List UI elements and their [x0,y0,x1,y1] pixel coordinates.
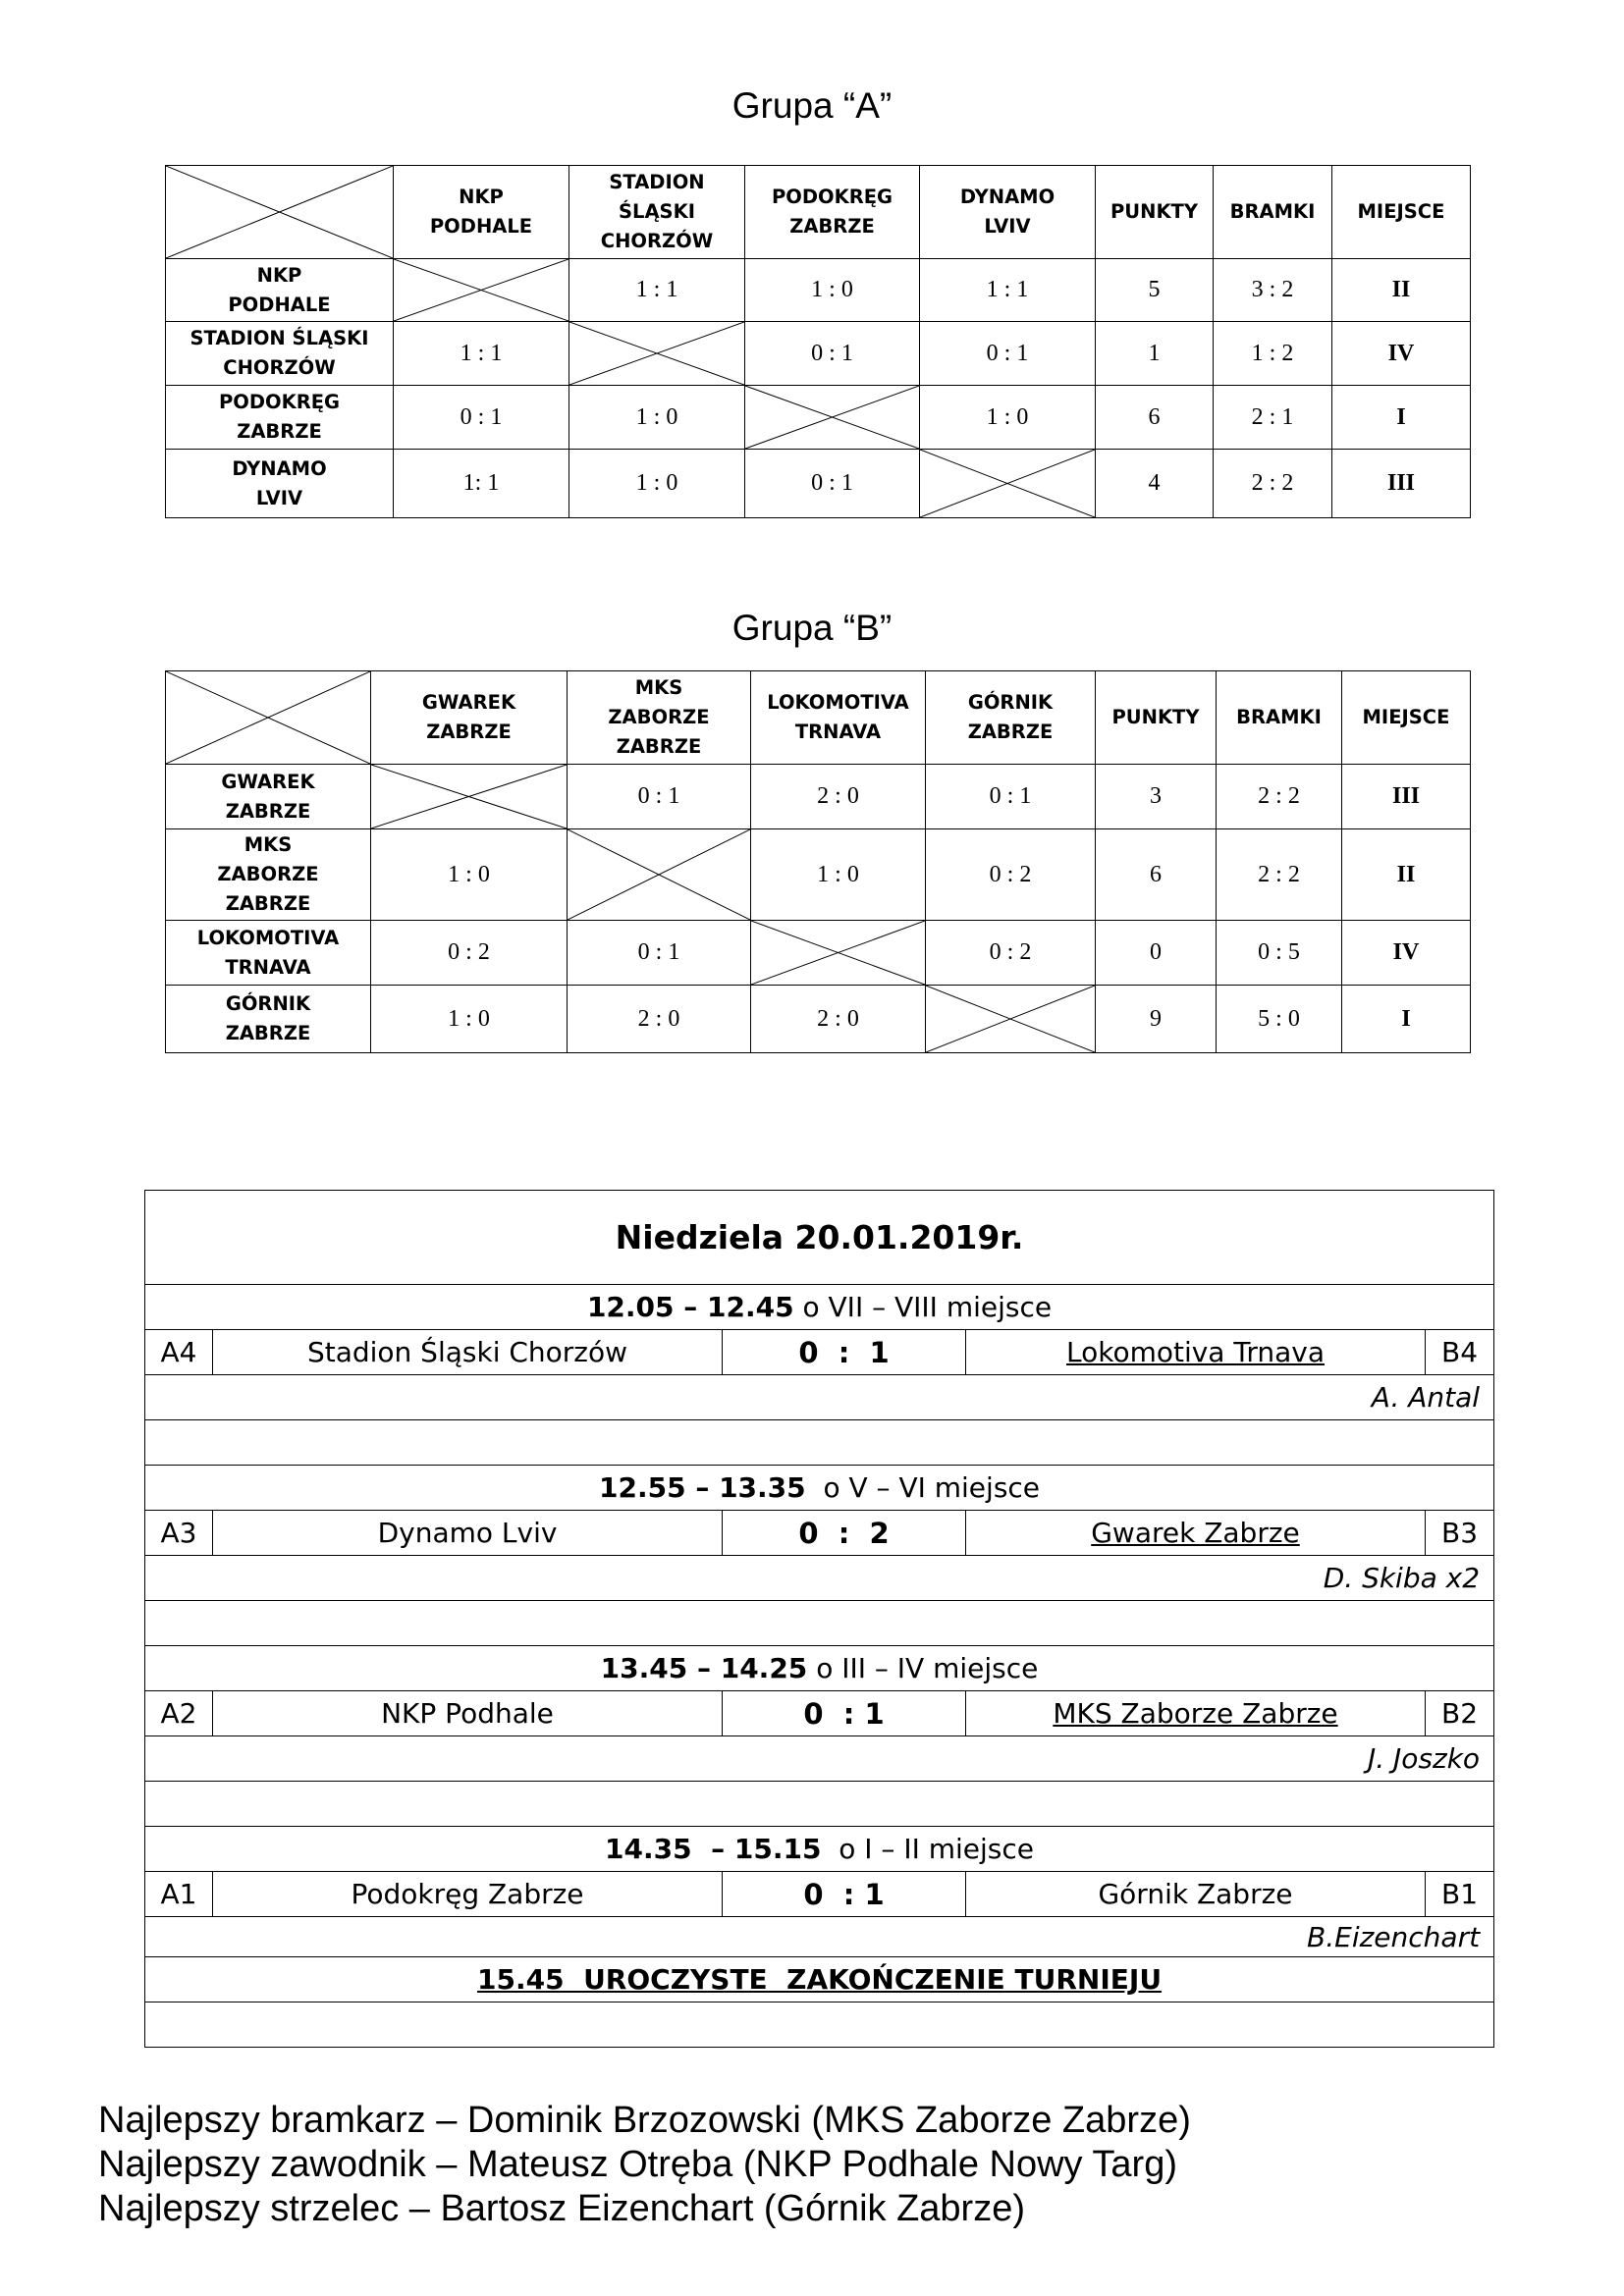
table-row [166,259,1471,322]
match-time: 14.35 – 15.15 [605,1833,822,1865]
place-cell: II [1342,829,1471,921]
award-top-scorer: Najlepszy strzelec – Bartosz Eizenchart (Górnik Zabrze) [98,2188,1025,2229]
column-header: GWAREK ZABRZE [371,671,568,765]
home-seed: A3 [145,1511,213,1556]
place-cell: III [1332,450,1471,518]
home-seed: A2 [145,1691,213,1736]
result-cell: 0 : 1 [920,322,1096,386]
away-team: Gwarek Zabrze [966,1511,1426,1556]
self-match-cross-cell [920,450,1096,518]
match-score: 0 : 2 [723,1511,966,1556]
match-score: 0 : 1 [723,1691,966,1736]
self-match-cross-cell [568,829,751,921]
match-row [145,1691,1494,1736]
result-cell: 0 : 2 [926,829,1096,921]
row-team-label: PODOKRĘG ZABRZE [166,386,394,450]
goal-scorer: A. Antal [145,1375,1494,1420]
column-header: PODOKRĘG ZABRZE [745,166,920,259]
match-time: 12.55 – 13.35 [599,1471,806,1504]
result-cell: 0 : 1 [568,765,751,829]
result-cell: 2 : 0 [568,986,751,1053]
column-header: NKP PODHALE [394,166,569,259]
table-row [166,829,1471,921]
result-cell: 1: 1 [394,450,569,518]
home-seed: A1 [145,1872,213,1917]
points-cell: 0 [1096,921,1217,986]
result-cell: 0 : 1 [745,322,920,386]
match-slot-header [145,1646,1494,1691]
self-match-cross-cell [569,322,745,386]
result-cell: 2 : 0 [751,765,926,829]
goal-scorer: B.Eizenchart [145,1917,1494,1957]
place-cell: IV [1342,921,1471,986]
points-cell: 6 [1096,386,1214,450]
goals-cell: 2 : 2 [1214,450,1332,518]
result-cell: 1 : 0 [371,829,568,921]
table-row [166,450,1471,518]
match-row [145,1330,1494,1375]
home-team: NKP Podhale [213,1691,723,1736]
table-row [166,386,1471,450]
awards-list [98,2099,1191,2231]
self-match-cross-cell [926,986,1096,1053]
points-cell: 1 [1096,322,1214,386]
place-cell: I [1342,986,1471,1053]
goals-cell: 5 : 0 [1217,986,1342,1053]
spacer-row [145,1601,1494,1646]
self-match-cross-cell [745,386,920,450]
goals-cell: 2 : 2 [1217,829,1342,921]
match-slot-header [145,1466,1494,1511]
match-slot-header [145,1285,1494,1330]
match-stage: o III – IV miejsce [807,1652,1039,1684]
group-a-title: Grupa “A” [731,85,893,126]
result-cell: 0 : 2 [371,921,568,986]
match-stage: o I – II miejsce [821,1833,1035,1865]
result-cell: 2 : 0 [751,986,926,1053]
result-cell: 1 : 1 [394,322,569,386]
points-cell: 3 [1096,765,1217,829]
place-cell: III [1342,765,1471,829]
row-team-label: GÓRNIK ZABRZE [166,986,371,1053]
award-best-goalkeeper: Najlepszy bramkarz – Dominik Brzozowski (MKS Zaborze Zabrze) [98,2100,1191,2141]
column-header: MKS ZABORZE ZABRZE [568,671,751,765]
table-row [166,322,1471,386]
result-cell: 0 : 2 [926,921,1096,986]
row-team-label: NKP PODHALE [166,259,394,322]
result-cell: 0 : 1 [394,386,569,450]
away-seed: B3 [1426,1511,1494,1556]
away-seed: B2 [1426,1691,1494,1736]
column-header: BRAMKI [1217,671,1342,765]
result-cell: 1 : 0 [371,986,568,1053]
column-header: PUNKTY [1096,671,1217,765]
match-score: 0 : 1 [723,1872,966,1917]
result-cell: 1 : 0 [920,386,1096,450]
group-b-title: Grupa “B” [731,608,893,648]
goals-cell: 2 : 2 [1217,765,1342,829]
away-team: Lokomotiva Trnava [966,1330,1426,1375]
place-cell: IV [1332,322,1471,386]
match-score: 0 : 1 [723,1330,966,1375]
row-team-label: STADION ŚLĄSKI CHORZÓW [166,322,394,386]
result-cell: 1 : 0 [569,386,745,450]
away-team: Górnik Zabrze [966,1872,1426,1917]
match-stage: o V – VI miejsce [805,1471,1041,1504]
result-cell: 0 : 1 [926,765,1096,829]
points-cell: 9 [1096,986,1217,1053]
result-cell: 1 : 0 [751,829,926,921]
place-cell: I [1332,386,1471,450]
goal-scorer: J. Joszko [145,1736,1494,1782]
column-header: STADION ŚLĄSKI CHORZÓW [569,166,745,259]
spacer-row [145,2002,1494,2048]
award-best-player: Najlepszy zawodnik – Mateusz Otręba (NKP Podhale Nowy Targ) [98,2144,1177,2185]
match-time: 12.05 – 12.45 [586,1291,794,1323]
goals-cell: 1 : 2 [1214,322,1332,386]
row-team-label: LOKOMOTIVA TRNAVA [166,921,371,986]
column-header: BRAMKI [1214,166,1332,259]
away-team: MKS Zaborze Zabrze [966,1691,1426,1736]
table-row [166,765,1471,829]
day-title: Niedziela 20.01.2019r. [145,1191,1494,1285]
column-header: GÓRNIK ZABRZE [926,671,1096,765]
result-cell: 0 : 1 [568,921,751,986]
points-cell: 5 [1096,259,1214,322]
place-cell: II [1332,259,1471,322]
points-cell: 6 [1096,829,1217,921]
self-match-cross-cell [751,921,926,986]
corner-cross-cell [166,671,371,765]
home-team: Stadion Śląski Chorzów [213,1330,723,1375]
spacer-row [145,1782,1494,1827]
result-cell: 1 : 0 [745,259,920,322]
self-match-cross-cell [371,765,568,829]
corner-cross-cell [166,166,394,259]
away-seed: B1 [1426,1872,1494,1917]
spacer-row [145,1420,1494,1466]
group-a-table [165,165,1471,518]
match-row [145,1872,1494,1917]
goals-cell: 2 : 1 [1214,386,1332,450]
table-row [166,921,1471,986]
row-team-label: DYNAMO LVIV [166,450,394,518]
match-stage: o VII – VIII miejsce [793,1291,1053,1323]
column-header: PUNKTY [1096,166,1214,259]
goal-scorer: D. Skiba x2 [145,1556,1494,1601]
goals-cell: 3 : 2 [1214,259,1332,322]
self-match-cross-cell [394,259,569,322]
match-time: 13.45 – 14.25 [600,1652,808,1684]
group-b-table [165,670,1471,1053]
result-cell: 0 : 1 [745,450,920,518]
column-header: MIEJSCE [1332,166,1471,259]
column-header: DYNAMO LVIV [920,166,1096,259]
column-header: MIEJSCE [1342,671,1471,765]
closing-ceremony: 15.45 UROCZYSTE ZAKOŃCZENIE TURNIEJU [145,1957,1494,2002]
match-row [145,1511,1494,1556]
column-header: LOKOMOTIVA TRNAVA [751,671,926,765]
match-slot-header [145,1827,1494,1872]
goals-cell: 0 : 5 [1217,921,1342,986]
away-seed: B4 [1426,1330,1494,1375]
result-cell: 1 : 0 [569,450,745,518]
result-cell: 1 : 1 [920,259,1096,322]
home-seed: A4 [145,1330,213,1375]
schedule-table [144,1190,1494,2048]
home-team: Dynamo Lviv [213,1511,723,1556]
table-row [166,986,1471,1053]
result-cell: 1 : 1 [569,259,745,322]
row-team-label: GWAREK ZABRZE [166,765,371,829]
home-team: Podokręg Zabrze [213,1872,723,1917]
points-cell: 4 [1096,450,1214,518]
row-team-label: MKS ZABORZE ZABRZE [166,829,371,921]
